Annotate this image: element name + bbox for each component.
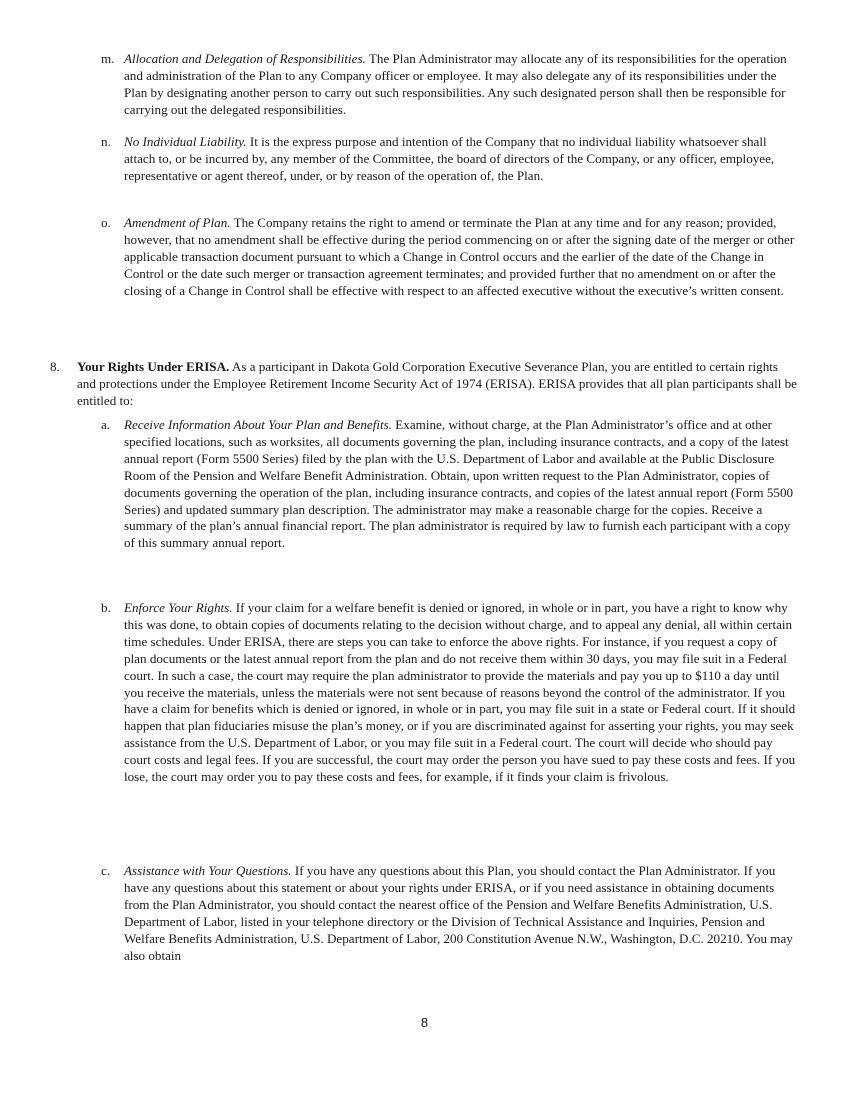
- item-n-liability: [101, 134, 801, 185]
- item-text: [124, 51, 801, 119]
- item-c-assistance: [101, 863, 801, 964]
- item-body: It is the express purpose and intention of the Company that no individual liability whatsoever shall attach to, or be incurred by, any member of the Committee, the board of directors of the Company, or any officer, employee, representative or agent thereof, under, or by reason of the operation of, the Plan.: [124, 134, 775, 183]
- item-marker: c.: [101, 863, 111, 878]
- item-text: [124, 215, 801, 300]
- item-text: [124, 863, 801, 964]
- item-m-allocation: [101, 51, 801, 119]
- item-heading: No Individual Liability.: [124, 134, 247, 149]
- section-body: As a participant in Dakota Gold Corporation Executive Severance Plan, you are entitled to certain rights and protections under the Employee Retirement Income Security Act of 1974 (ERISA). ERISA provides that all plan participants shall be entitled to:: [77, 359, 797, 408]
- item-heading: Amendment of Plan.: [124, 215, 231, 230]
- item-body: The Plan Administrator may allocate any of its responsibilities for the operation and administration of the Plan to any Company officer or employee. It may also delegate any of its responsibilities under the Plan by designating another person to carry out such responsibilities. Any such designated person shall then be responsible for carrying out the delegated responsibilities.: [124, 51, 787, 117]
- item-marker: o.: [101, 215, 111, 230]
- item-text: [124, 417, 801, 552]
- item-o-amendment: [101, 215, 801, 300]
- item-body: If your claim for a welfare benefit is denied or ignored, in whole or in part, you have a right to know why this was done, to obtain copies of documents relating to the decision without charge, and to appeal any denial, all within certain time schedules. Under ERISA, there are steps you can take to enforce the above rights. For instance, if you request a copy of plan documents or the latest annual report from the plan and do not receive them within 30 days, you may file suit in a Federal court. In such a case, the court may require the plan administrator to provide the materials and pay you up to $110 a day until you receive the materials, unless the materials were not sent because of reasons beyond the control of the administrator. If you have a claim for benefits which is denied or ignored, in whole or in part, you may file suit in a state or Federal court. If it should happen that plan fiduciaries misuse the plan’s money, or if you are discriminated against for asserting your rights, you may seek assistance from the U.S. Department of Labor, or you may file suit in a Federal court. The court will decide who should pay court costs and legal fees. If you are successful, the court may order the person you have sued to pay these costs and fees. If you lose, the court may order you to pay these costs and fees, for example, if it finds your claim is frivolous.: [124, 600, 796, 785]
- item-body: The Company retains the right to amend or terminate the Plan at any time and for any reason; provided, however, that no amendment shall be effective during the period commencing on or after the signing date of the merger or other applicable transaction document pursuant to which a Change in Control occurs and the earlier of the date of the Change in Control or the date such merger or transaction agreement terminates; and provided further that no amendment on or after the closing of a Change in Control shall be effective with respect to an affected executive without the executive’s written consent.: [124, 215, 795, 298]
- item-text: [124, 134, 801, 185]
- item-heading: Enforce Your Rights.: [124, 600, 233, 615]
- item-heading: Receive Information About Your Plan and Benefits.: [124, 417, 393, 432]
- item-a-receive-information: [101, 417, 801, 552]
- item-heading: Allocation and Delegation of Responsibilities.: [124, 51, 366, 66]
- item-marker: n.: [101, 134, 111, 149]
- section-marker: 8.: [50, 359, 60, 374]
- section-heading: Your Rights Under ERISA.: [77, 359, 230, 374]
- item-body: Examine, without charge, at the Plan Administrator’s office and at other specified locations, such as worksites, all documents governing the plan, including insurance contracts, and a copy of the latest annual report (Form 5500 Series) filed by the plan with the U.S. Department of Labor and available at the Public Disclosure Room of the Pension and Welfare Benefit Administration. Obtain, upon written request to the Plan Administrator, copies of documents governing the operation of the plan, including insurance contracts, and copies of the latest annual report (Form 5500 Series) and updated summary plan description. The administrator may make a reasonable charge for the copies. Receive a summary of the plan’s annual financial report. The plan administrator is required by law to furnish each participant with a copy of this summary annual report.: [124, 417, 794, 551]
- item-marker: b.: [101, 600, 111, 615]
- section-text: [77, 359, 800, 410]
- item-marker: m.: [101, 51, 115, 66]
- item-marker: a.: [101, 417, 111, 432]
- item-heading: Assistance with Your Questions.: [124, 863, 292, 878]
- item-text: [124, 600, 801, 786]
- page-number: 8: [420, 1015, 429, 1030]
- item-b-enforce-rights: [101, 600, 801, 786]
- section-8-erisa-rights: [50, 359, 800, 410]
- item-body: If you have any questions about this Plan, you should contact the Plan Administrator. If you have any questions about this statement or about your rights under ERISA, or if you need assistance in obtaining documents from the Plan Administrator, you should contact the nearest office of the Pension and Welfare Benefits Administration, U.S. Department of Labor, listed in your telephone directory or the Division of Technical Assistance and Inquiries, Pension and Welfare Benefits Administration, U.S. Department of Labor, 200 Constitution Avenue N.W., Washington, D.C. 20210. You may also obtain: [124, 863, 793, 963]
